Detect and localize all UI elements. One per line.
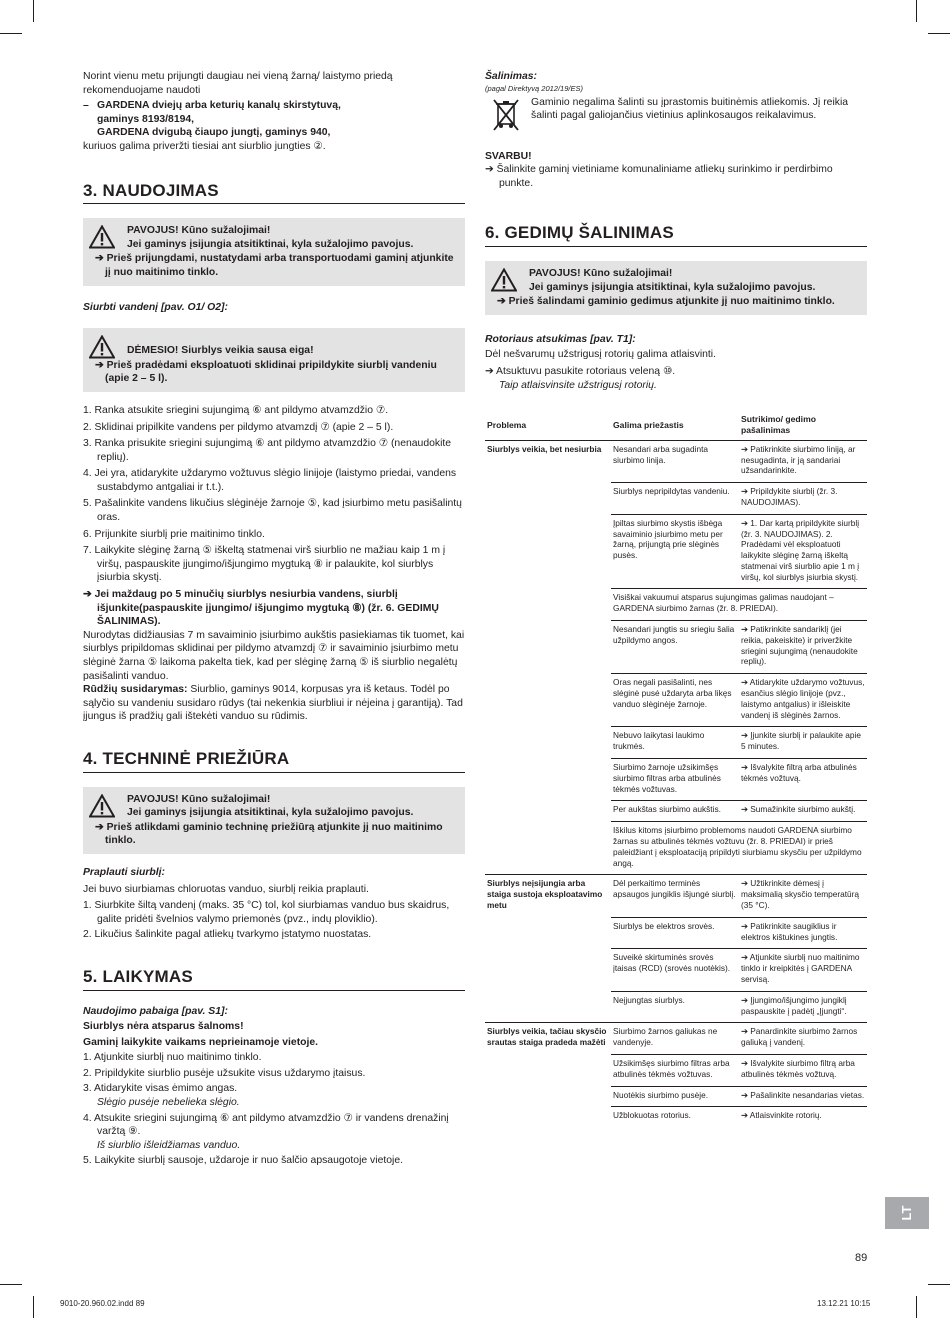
remedy-cell: ➔ Užtikrinkite dėmesį į maksimalią skysčio temperatūrą (35 °C). [739, 875, 867, 917]
problem-cell [485, 1054, 611, 1086]
remedy-cell: ➔ Sumažinkite siurbimo aukštį. [739, 801, 867, 822]
crop-mark [928, 1284, 950, 1285]
page-number: 89 [855, 1252, 868, 1264]
intro-bold-3: GARDENA dvigubą čiaupo jungtį, gaminys 940, [97, 127, 331, 139]
remedy-cell: ➔ Patikrinkite siurbimo liniją, ar nesugadinta, ir ją sandariai užsandarinkite. [741, 443, 856, 476]
problem-cell [485, 589, 611, 621]
footer-file: 9010-20.960.02.indd 89 [60, 1299, 145, 1308]
crop-mark [33, 0, 34, 22]
danger-warning-box [83, 787, 465, 854]
problem-cell [485, 621, 611, 674]
warning-instruction: ➔ Prieš prijungdami, nustatydami arba transportuodami gaminį atjunkite jį nuo maitinimo tinklo. [95, 253, 454, 278]
right-column [485, 70, 867, 1127]
flush-text: Jei buvo siurbiamas chloruotas vanduo, siurblį reikia praplauti. [83, 883, 369, 895]
list-item: 6. Prijunkite siurblį prie maitinimo tinklo. [83, 528, 265, 540]
remedy-cell: ➔ Pripildykite siurblį (žr. 3. NAUDOJIMAS). [739, 483, 867, 515]
rotor-text: Dėl nešvarumų užstrigusį rotorių galima atlaisvinti. [485, 349, 716, 361]
table-row [485, 1023, 867, 1055]
disposal-block [485, 96, 867, 140]
children-warning: Gaminį laikykite vaikams neprieinamoje vietoje. [83, 1036, 319, 1048]
remedy-cell: ➔ Įjungimo/išjungimo jungiklį paspauskite į padėtį „Įjungti“. [739, 991, 867, 1023]
language-tab [885, 1197, 929, 1229]
remedy-cell: ➔ Patikrinkite saugiklius ir elektros kištukines jungtis. [739, 917, 867, 949]
dash-bullet: – [83, 100, 89, 112]
list-item-note: Slėgio pusėje nebelieka slėgio. [97, 1097, 240, 1109]
problem-cell [485, 674, 611, 727]
remedy-cell: ➔ Pašalinkite nesandarias vietas. [739, 1086, 867, 1107]
table-row [485, 822, 867, 875]
warning-triangle-icon [89, 794, 115, 818]
remedy-cell: ➔ Patikrinkite sandariklį (jei reikia, pakeiskite) ir priveržkite sriegini sujungimą (nenaudokite replių). [739, 621, 867, 674]
problem-cell [485, 991, 611, 1023]
caution-warning-box [83, 328, 465, 392]
list-item: 7. Laikykite slėginę žarną ⑤ iškeltą statmenai virš siurblio ne mažiau kaip 1 m į viršų, paspauskite įjungimo/išjungimo mygtuką ⑧ ir palaukite, kol siurblys įsiurbia skystį. [83, 545, 446, 584]
cause-cell: Siurbimo žarnoje užsikimšęs siurbimo filtras arba atbulinės tėkmės vožtuvas. [611, 759, 739, 801]
rotor-instruction: ➔ Atsuktuvu pasukite rotoriaus veleną ⑩. [485, 365, 676, 377]
crop-mark [0, 1284, 22, 1285]
remedy-cell: ➔ Atidarykite uždarymo vožtuvus, esančius slėgio linijoje (pvz., laistymo antgalius) ir išleiskite vandenį iš slėginės žarnos. [739, 674, 867, 727]
intro-bold-1: GARDENA dviejų arba keturių kanalų skirstytuvą, [97, 100, 341, 112]
disposal-instruction: ➔ Šalinkite gaminį vietiniame komunaliniame atliekų surinkimo ir perdirbimo punkte. [485, 164, 833, 189]
warning-triangle-icon [89, 225, 115, 249]
list-item: 4. Jei yra, atidarykite uždarymo vožtuvus slėgio linijoje (laistymo priedai, vandens sustabdymo antgaliai ir t.t.). [83, 468, 457, 493]
subheading-praplauti: Praplauti siurblį: [83, 866, 165, 878]
list-item: 2. Pripildykite siurblio pusėje užsukite visus uždarymo įtaisus. [83, 1067, 366, 1079]
troubleshooting-table [485, 414, 867, 1127]
problem-cell [485, 483, 611, 515]
disposal-text: Gaminio negalima šalinti su įprastomis buitinėmis atliekomis. Jį reikia šalinti pagal galiojančius vietinius aplinkosaugos reikalavimus. [531, 96, 849, 122]
problem-cell [485, 514, 611, 589]
cause-cell: Oras negali pasišalinti, nes slėginė pusė uždaryta arba likęs vanduo slėginėje žarnoje. [611, 674, 739, 727]
crop-mark [916, 1296, 917, 1318]
list-item: 1. Siurbkite šiltą vandenį (maks. 35 °C) tol, kol siurbiamas vanduo bus skaidrus, galite pridėti švelnios valymo priemonės (pvz., indų ploviklio). [83, 900, 450, 925]
remedy-cell: ➔ 1. Dar kartą pripildykite siurblį (žr. 3. NAUDOJIMAS). 2. Pradėdami vėl eksploatuoti laikykite slėginę žarną iškeltą statmenai virš siurblio apie 1 m į viršų, kol siurblys įsiurbia skystį. [739, 514, 867, 589]
crop-mark [916, 0, 917, 22]
table-row [485, 514, 867, 589]
problem-cell [485, 949, 611, 991]
section-title-naudojimas: 3. NAUDOJIMAS [83, 184, 465, 205]
section-title-technine-prieziura: 4. TECHNINĖ PRIEŽIŪRA [83, 752, 465, 773]
section-title-gedimu-salinimas: 6. GEDIMŲ ŠALINIMAS [485, 226, 867, 247]
table-row [485, 1086, 867, 1107]
intro-text: Norint vienu metu prijungti daugiau nei vieną žarną/ laistymo priedą rekomenduojame naudoti [83, 71, 393, 96]
table-row [485, 621, 867, 674]
warning-triangle-icon [89, 335, 115, 359]
problem-cell [485, 1107, 611, 1127]
table-row [485, 1107, 867, 1127]
cause-cell: Suveikė skirtuminės srovės įtaisas (RCD) (srovės nuotėkis). [611, 949, 739, 991]
table-row [485, 589, 867, 621]
cause-cell: Siurblys be elektros srovės. [611, 917, 739, 949]
remedy-cell: ➔ Išvalykite filtrą arba atbulinės tėkmės vožtuvą. [739, 759, 867, 801]
cause-cell: Nesandari arba sugadinta siurbimo linija. [613, 443, 709, 465]
cause-cell: Nebuvo laikytasi laukimo trukmės. [611, 727, 739, 759]
table-header: Galima priežastis [611, 414, 739, 440]
problem-cell: Siurblys neįsijungia arba staiga sustoja eksploatavimo metu [485, 875, 611, 917]
crossed-bin-icon [493, 98, 519, 132]
table-row [485, 483, 867, 515]
table-row [485, 674, 867, 727]
bold-note: ➔ Jei maždaug po 5 minučių siurblys nesiurbia vandens, siurblį išjunkite(paspauskite įjungimo/ išjungimo mygtuką ⑧) (žr. 6. GEDIMŲ ŠALINIMAS). [83, 589, 439, 628]
warning-instruction: ➔ Prieš šalindami gaminio gedimus atjunkite jį nuo maitinimo tinklo. [497, 296, 835, 308]
problem-cell [485, 727, 611, 759]
maintenance-steps [83, 899, 465, 942]
cause-cell: Visiškai vakuumui atsparus sujungimas galimas naudojant – GARDENA siurbimo žarnas (žr. 8. PRIEDAI). [611, 589, 867, 621]
remedy-cell: ➔ Išvalykite siurbimo filtrą arba atbulinės tėkmės vožtuvą. [739, 1054, 867, 1086]
table-row [485, 949, 867, 991]
warning-heading: PAVOJUS! Kūno sužalojimai! [127, 793, 271, 805]
disposal-title: Šalinimas: [485, 71, 537, 82]
cause-cell: Dėl perkaitimo terminės apsaugos jungiklis išjungė siurblį. [611, 875, 739, 917]
cause-cell: Iškilus kitoms įsiurbimo problemoms naudoti GARDENA siurbimo žarnas su atbulinės tėkmės vožtuvu (žr. 8. PRIEDAI) ir prieš paleidžiant į eksploataciją pripildyti siurbiamu skysčiu per užpildymo angą. [611, 822, 867, 875]
usage-steps [83, 404, 465, 585]
problem-cell [485, 801, 611, 822]
cause-cell: Užblokuotas rotorius. [611, 1107, 739, 1127]
rotor-note: Taip atlaisvinsite užstrigusį rotorių. [499, 379, 657, 391]
list-item: 5. Pašalinkite vandens likučius slėginėje žarnoje ⑤, kad įsiurbimo metu pasišalintų oras. [83, 498, 462, 524]
caution-instruction: ➔ Prieš pradėdami eksploatuoti sklidinai pripildykite siurblį vandeniu (apie 2 – 5 l). [95, 359, 437, 385]
remedy-cell: ➔ Įjunkite siurblį ir palaukite apie 5 minutes. [739, 727, 867, 759]
caution-heading: DĖMESIO! Siurblys veikia sausa eiga! [127, 345, 314, 357]
warning-heading: PAVOJUS! Kūno sužalojimai! [127, 225, 271, 237]
list-item: 4. Atsukite sriegini sujungimą ⑥ ant pildymo atvamzdžio ⑦ ir vandens drenažinį varžtą ⑨. [83, 1112, 449, 1138]
cause-cell: Įpiltas siurbimo skystis išbėga savaiminio įsiurbimo metu per žarną, prijungtą prie slėginės pusės. [611, 514, 739, 589]
danger-warning-box [83, 218, 465, 285]
cause-cell: Užsikimšęs siurbimo filtras arba atbulinės tėkmės vožtuvas. [611, 1054, 739, 1086]
warning-text: Jei gaminys įsijungia atsitiktinai, kyla sužalojimo pavojus. [127, 238, 414, 250]
cause-cell: Nesandari jungtis su sriegiu šalia užpildymo angos. [611, 621, 739, 674]
list-item: 2. Likučius šalinkite pagal atliekų tvarkymo įstatymo nuostatas. [83, 929, 372, 941]
warning-heading: PAVOJUS! Kūno sužalojimai! [529, 267, 673, 279]
table-row [485, 1054, 867, 1086]
list-item: 5. Laikykite siurblį sausoje, uždaroje ir nuo šalčio apsaugotoje vietoje. [83, 1155, 403, 1167]
footer-date: 13.12.21 10:15 [817, 1299, 871, 1308]
frost-warning: Siurblys nėra atsparus šalnoms! [83, 1021, 244, 1033]
list-item-note: Iš siurblio išleidžiamas vanduo. [97, 1139, 241, 1151]
storage-steps [83, 1051, 465, 1168]
remedy-cell: ➔ Panardinkite siurbimo žarnos galiuką į vandenį. [739, 1023, 867, 1055]
intro-bold-2: gaminys 8193/8194, [97, 113, 195, 125]
table-row [485, 991, 867, 1023]
problem-cell [485, 759, 611, 801]
important-label: SVARBU! [485, 150, 532, 162]
table-header: Problema [485, 414, 611, 440]
language-tab-label: LT [899, 1205, 914, 1221]
info-paragraph: Nurodytas didžiausias 7 m savaiminio įsiurbimo aukštis pasiekiamas tik tuomet, kai siurblys pripildomas sklidinai per pildymo atvamzdį ⑦ ir savaiminio įsiurbimo metu slėginė žarna ⑤ laikoma pakelta tiek, kad per slėginę žarną ⑤ iš siurblio negalėtų pasišalinti vanduo. [83, 629, 465, 682]
table-row [485, 801, 867, 822]
list-item: 1. Ranka atsukite sriegini sujungimą ⑥ ant pildymo atvamzdžio ⑦. [83, 404, 389, 416]
cause-cell: Siurbimo žarnos galiukas ne vandenyje. [611, 1023, 739, 1055]
cause-cell: Per aukštas siurbimo aukštis. [611, 801, 739, 822]
problem-cell [485, 1086, 611, 1107]
section-title-laikymas: 5. LAIKYMAS [83, 970, 465, 991]
warning-text: Jei gaminys įsijungia atsitiktinai, kyla sužalojimo pavojus. [127, 807, 414, 819]
subheading-rotoriaus-atsukimas: Rotoriaus atsukimas [pav. T1]: [485, 333, 636, 345]
crop-mark [33, 1296, 34, 1318]
crop-mark [0, 33, 22, 34]
warning-triangle-icon [491, 268, 517, 292]
table-row [485, 917, 867, 949]
intro-bold-block [83, 99, 465, 140]
cause-cell: Nuotėkis siurbimo pusėje. [611, 1086, 739, 1107]
problem-cell: Siurblys veikia, bet nesiurbia [487, 443, 602, 454]
warning-instruction: ➔ Prieš atlikdami gaminio techninę priežiūrą atjunkite jį nuo maitinimo tinklo. [95, 821, 443, 847]
remedy-cell: ➔ Atjunkite siurblį nuo maitinimo tinklo ir kreipkitės į GARDENA servisą. [739, 949, 867, 991]
subheading-siurbti: Siurbti vandenį [pav. O1/ O2]: [83, 301, 228, 313]
remedy-cell: ➔ Atlaisvinkite rotorių. [739, 1107, 867, 1127]
table-header: Sutrikimo/ gedimo pašalinimas [739, 414, 867, 440]
intro-text-2: kuriuos galima priveržti tiesiai ant siurblio jungties ②. [83, 140, 326, 152]
cause-cell: Neįjungtas siurblys. [611, 991, 739, 1023]
list-item: 3. Ranka prisukite sriegini sujungimą ⑥ ant pildymo atvamzdžio ⑦ (nenaudokite replių). [83, 438, 452, 463]
cause-cell: Siurblys nepripildytas vandeniu. [611, 483, 739, 515]
list-item: 3. Atidarykite visas ėmimo angas. [83, 1083, 238, 1095]
problem-cell [485, 822, 611, 875]
rust-paragraph: Rūdžių susidarymas: Siurblio, gaminys 9014, korpusas yra iš ketaus. Todėl po sąlyčio su vandeniu susidaro rūdys (tai nekenkia siurbliui ir nėjeina į garantiją). Tad įjungus iš pradžių gali ištekėti vanduo su rūdimis. [83, 684, 463, 723]
list-item: 2. Sklidinai pripilkite vandens per pildymo atvamzdį ⑦ (apie 2 – 5 l). [83, 421, 394, 433]
crop-mark [928, 33, 950, 34]
left-column [83, 70, 465, 1168]
danger-warning-box [485, 261, 867, 315]
problem-cell [485, 917, 611, 949]
table-row [485, 440, 867, 482]
table-row [485, 759, 867, 801]
disposal-subtitle: (pagal Direktyvą 2012/19/ES) [485, 83, 583, 93]
warning-text: Jei gaminys įsijungia atsitiktinai, kyla sužalojimo pavojus. [529, 281, 816, 293]
table-row [485, 727, 867, 759]
subheading-naudojimo-pabaiga: Naudojimo pabaiga [pav. S1]: [83, 1005, 228, 1017]
list-item: 1. Atjunkite siurblį nuo maitinimo tinklo. [83, 1052, 262, 1064]
problem-cell: Siurblys veikia, tačiau skysčio srautas staiga pradeda mažėti [485, 1023, 611, 1055]
table-row [485, 875, 867, 917]
